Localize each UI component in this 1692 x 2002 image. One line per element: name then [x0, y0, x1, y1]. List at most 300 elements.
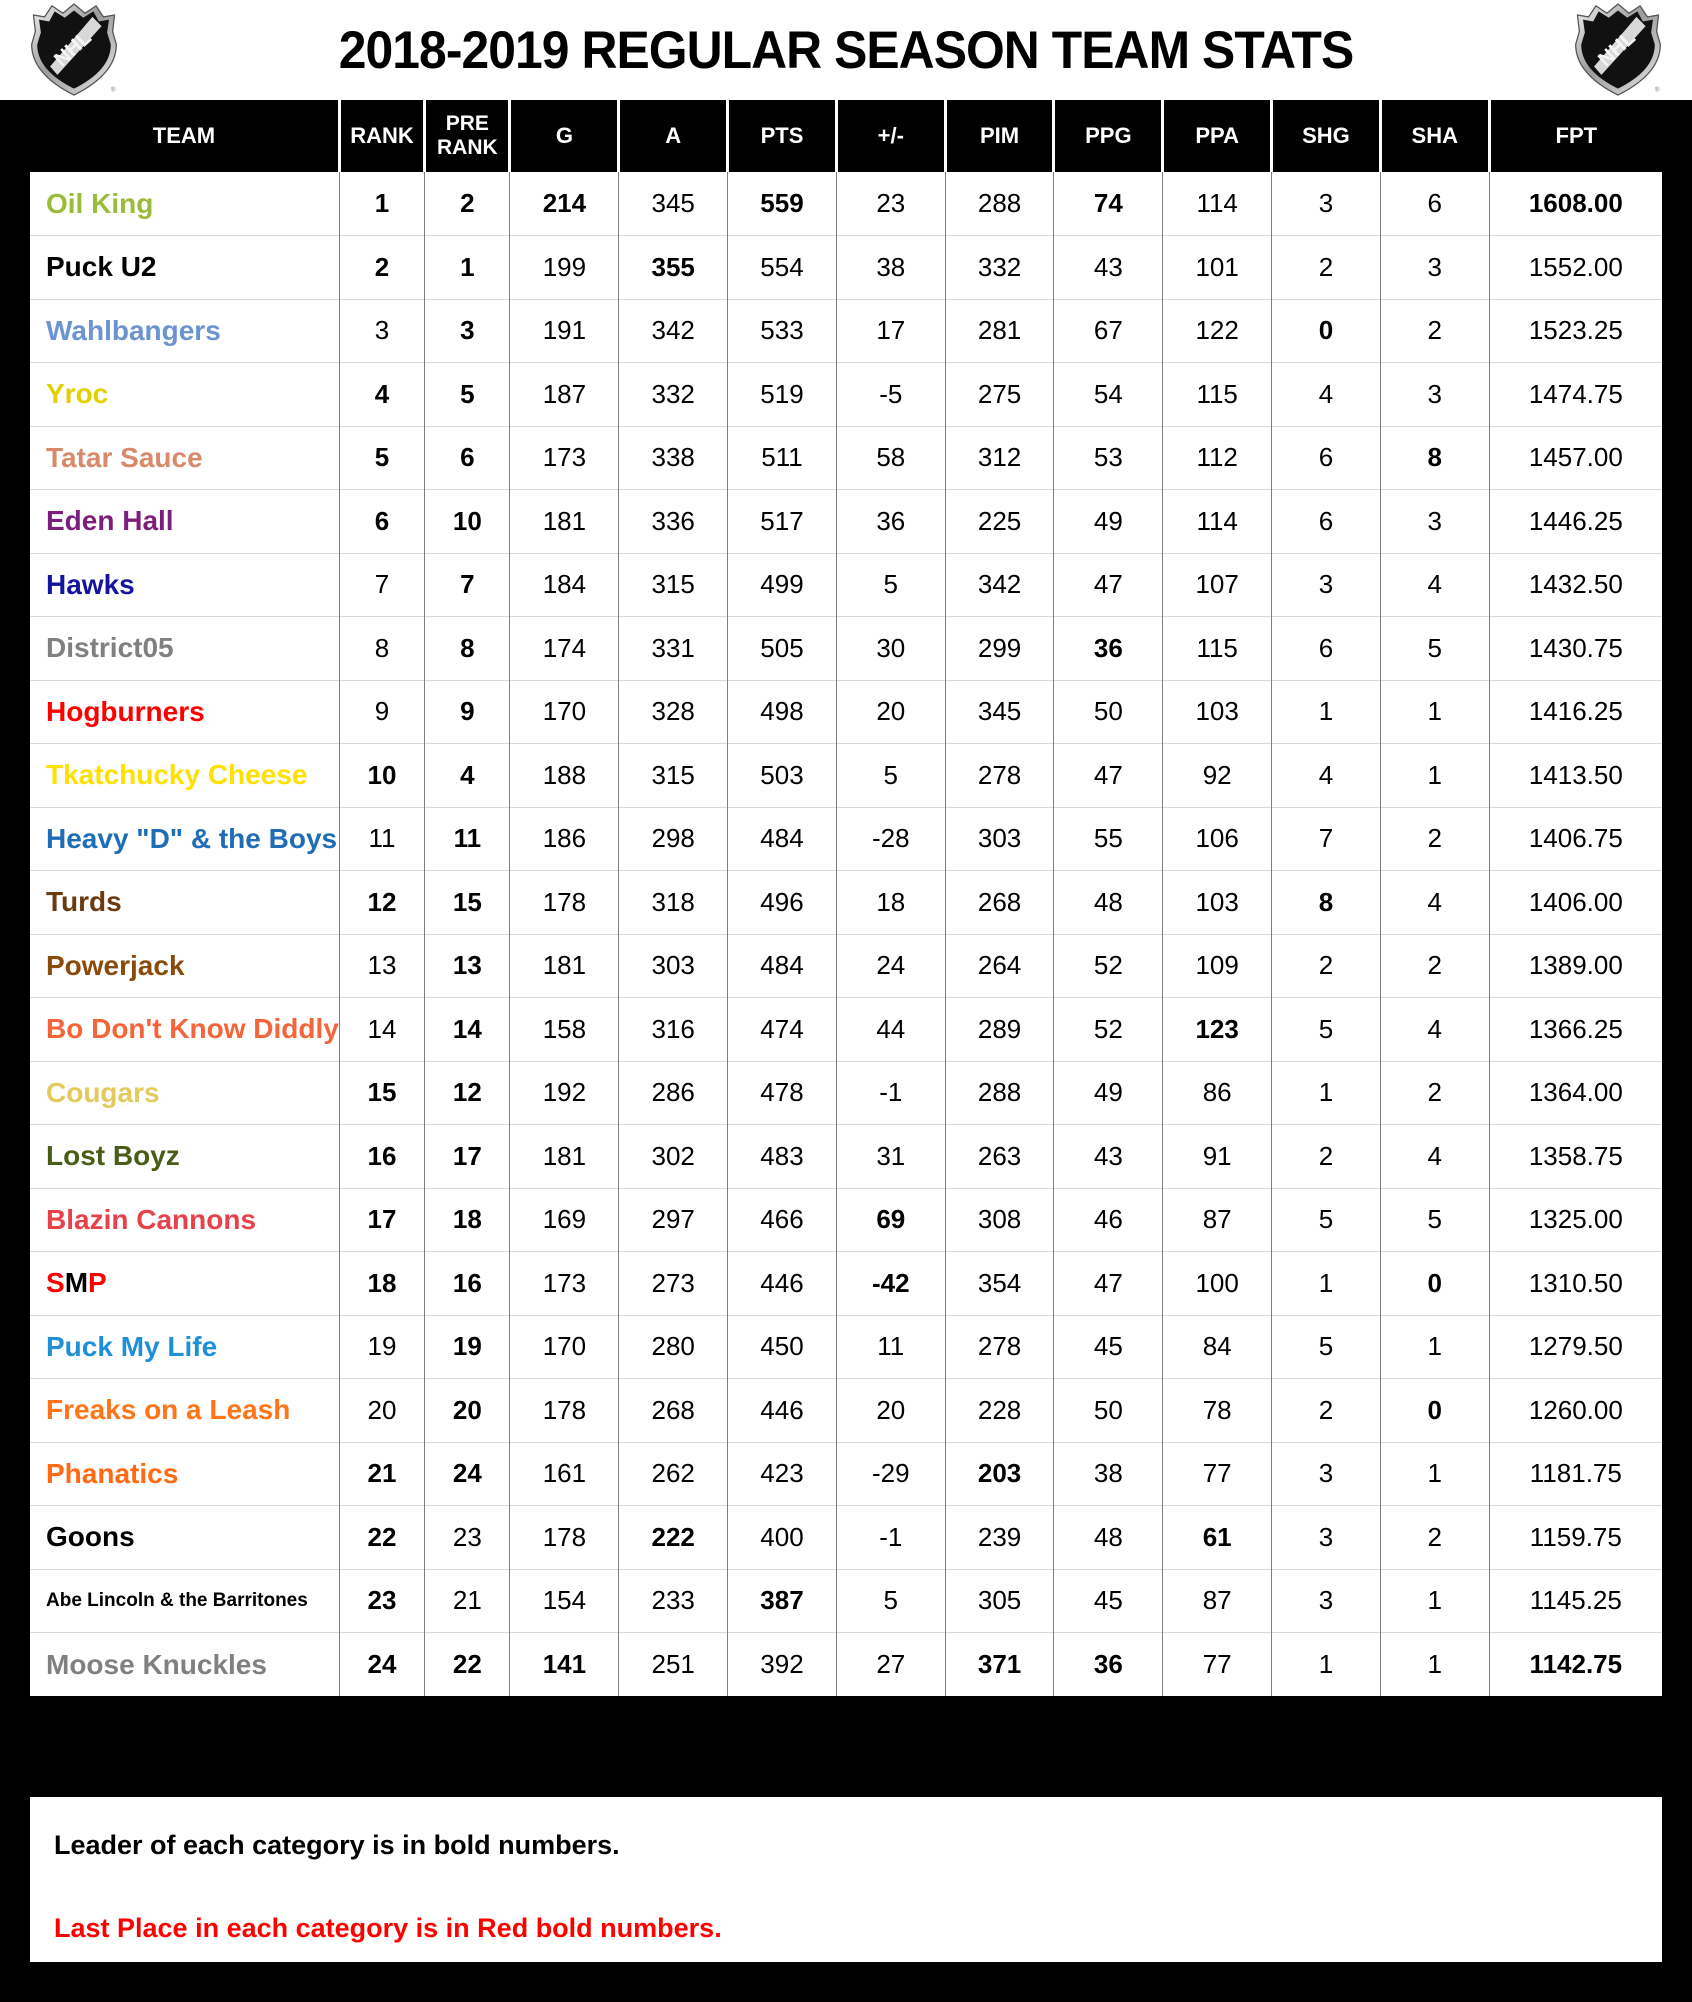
cell-shg: 3 [1272, 172, 1381, 236]
cell-plus-minus: 11 [836, 1315, 945, 1379]
cell-shg: 1 [1272, 1061, 1381, 1125]
cell-fpt: 1358.75 [1489, 1125, 1662, 1189]
cell-pre-rank: 12 [425, 1061, 510, 1125]
cell-pre-rank: 5 [425, 363, 510, 427]
table-row[interactable] [30, 1061, 1662, 1125]
cell-sha: 8 [1380, 426, 1489, 490]
team-name-cell: District05 [30, 617, 339, 681]
cell-g: 170 [510, 1315, 619, 1379]
cell-ppg: 47 [1054, 553, 1163, 617]
cell-pre-rank: 21 [425, 1569, 510, 1633]
cell-a: 222 [619, 1506, 728, 1570]
cell-ppg: 50 [1054, 1379, 1163, 1443]
cell-ppa: 92 [1163, 744, 1272, 808]
cell-pim: 312 [945, 426, 1054, 490]
cell-fpt: 1523.25 [1489, 299, 1662, 363]
cell-sha: 4 [1380, 871, 1489, 935]
team-stats-table [30, 100, 1662, 1696]
cell-fpt: 1279.50 [1489, 1315, 1662, 1379]
cell-ppg: 50 [1054, 680, 1163, 744]
cell-g: 199 [510, 236, 619, 300]
cell-sha: 2 [1380, 299, 1489, 363]
cell-pts: 450 [728, 1315, 837, 1379]
column-header-team[interactable]: TEAM [30, 100, 339, 172]
cell-pts: 423 [728, 1442, 837, 1506]
team-name-cell: Oil King [30, 172, 339, 236]
team-name-cell: Tatar Sauce [30, 426, 339, 490]
cell-g: 141 [510, 1633, 619, 1697]
cell-rank: 16 [339, 1125, 424, 1189]
cell-plus-minus: 58 [836, 426, 945, 490]
cell-a: 268 [619, 1379, 728, 1443]
cell-pim: 354 [945, 1252, 1054, 1316]
cell-plus-minus: -28 [836, 807, 945, 871]
cell-rank: 18 [339, 1252, 424, 1316]
cell-a: 297 [619, 1188, 728, 1252]
cell-ppa: 61 [1163, 1506, 1272, 1570]
cell-fpt: 1406.75 [1489, 807, 1662, 871]
cell-pts: 503 [728, 744, 837, 808]
cell-ppg: 45 [1054, 1315, 1163, 1379]
note-leader: Leader of each category is in bold numbers. [54, 1830, 620, 1860]
cell-ppa: 87 [1163, 1569, 1272, 1633]
team-name-cell: Puck U2 [30, 236, 339, 300]
team-name-cell: Lost Boyz [30, 1125, 339, 1189]
cell-ppa: 115 [1163, 363, 1272, 427]
page-title: 2018-2019 REGULAR SEASON TEAM STATS [338, 20, 1354, 80]
cell-ppa: 123 [1163, 998, 1272, 1062]
cell-ppg: 48 [1054, 871, 1163, 935]
cell-ppg: 47 [1054, 1252, 1163, 1316]
table-row[interactable] [30, 426, 1662, 490]
cell-rank: 8 [339, 617, 424, 681]
cell-g: 184 [510, 553, 619, 617]
cell-fpt: 1181.75 [1489, 1442, 1662, 1506]
cell-ppa: 84 [1163, 1315, 1272, 1379]
table-row[interactable] [30, 617, 1662, 681]
cell-pts: 499 [728, 553, 837, 617]
cell-pre-rank: 13 [425, 934, 510, 998]
cell-plus-minus: 24 [836, 934, 945, 998]
cell-fpt: 1413.50 [1489, 744, 1662, 808]
cell-fpt: 1310.50 [1489, 1252, 1662, 1316]
cell-pre-rank: 20 [425, 1379, 510, 1443]
cell-fpt: 1364.00 [1489, 1061, 1662, 1125]
cell-pre-rank: 15 [425, 871, 510, 935]
svg-text:NHL: NHL [1594, 26, 1640, 72]
cell-plus-minus: 27 [836, 1633, 945, 1697]
team-name-cell: Puck My Life [30, 1315, 339, 1379]
cell-g: 173 [510, 426, 619, 490]
cell-pim: 278 [945, 744, 1054, 808]
cell-pts: 474 [728, 998, 837, 1062]
cell-pim: 225 [945, 490, 1054, 554]
cell-rank: 24 [339, 1633, 424, 1697]
cell-pts: 505 [728, 617, 837, 681]
cell-ppg: 47 [1054, 744, 1163, 808]
cell-a: 355 [619, 236, 728, 300]
cell-pim: 278 [945, 1315, 1054, 1379]
cell-ppa: 122 [1163, 299, 1272, 363]
cell-sha: 2 [1380, 1506, 1489, 1570]
cell-sha: 1 [1380, 680, 1489, 744]
team-name-cell: Cougars [30, 1061, 339, 1125]
cell-ppa: 115 [1163, 617, 1272, 681]
column-header-fpt[interactable]: FPT [1489, 100, 1662, 172]
cell-pre-rank: 18 [425, 1188, 510, 1252]
cell-a: 318 [619, 871, 728, 935]
cell-ppa: 101 [1163, 236, 1272, 300]
column-header-rank[interactable]: RANK [339, 100, 424, 172]
cell-shg: 5 [1272, 1315, 1381, 1379]
table-row[interactable] [30, 553, 1662, 617]
cell-plus-minus: 44 [836, 998, 945, 1062]
cell-plus-minus: 69 [836, 1188, 945, 1252]
cell-fpt: 1430.75 [1489, 617, 1662, 681]
cell-pim: 299 [945, 617, 1054, 681]
cell-pts: 466 [728, 1188, 837, 1252]
cell-g: 188 [510, 744, 619, 808]
pre-rank-line2: RANK [436, 136, 498, 159]
cell-g: 178 [510, 1506, 619, 1570]
cell-plus-minus: -1 [836, 1061, 945, 1125]
cell-rank: 13 [339, 934, 424, 998]
table-body [30, 172, 1662, 1696]
cell-pts: 496 [728, 871, 837, 935]
cell-ppa: 114 [1163, 172, 1272, 236]
table-row[interactable] [30, 1506, 1662, 1570]
cell-pim: 303 [945, 807, 1054, 871]
cell-fpt: 1457.00 [1489, 426, 1662, 490]
table-row[interactable] [30, 490, 1662, 554]
cell-rank: 22 [339, 1506, 424, 1570]
cell-pim: 342 [945, 553, 1054, 617]
team-name-cell: Blazin Cannons [30, 1188, 339, 1252]
cell-pre-rank: 24 [425, 1442, 510, 1506]
cell-ppa: 114 [1163, 490, 1272, 554]
cell-shg: 4 [1272, 744, 1381, 808]
team-name-cell: Abe Lincoln & the Barritones [30, 1569, 339, 1633]
cell-a: 342 [619, 299, 728, 363]
column-header-pim[interactable]: PIM [945, 100, 1054, 172]
cell-shg: 3 [1272, 1506, 1381, 1570]
cell-ppg: 53 [1054, 426, 1163, 490]
cell-ppg: 43 [1054, 1125, 1163, 1189]
cell-pre-rank: 14 [425, 998, 510, 1062]
cell-rank: 17 [339, 1188, 424, 1252]
cell-rank: 14 [339, 998, 424, 1062]
cell-shg: 2 [1272, 1379, 1381, 1443]
cell-g: 181 [510, 490, 619, 554]
cell-pts: 559 [728, 172, 837, 236]
column-header-a[interactable]: A [619, 100, 728, 172]
cell-shg: 5 [1272, 1188, 1381, 1252]
cell-g: 158 [510, 998, 619, 1062]
column-header-ppa[interactable]: PPA [1163, 100, 1272, 172]
cell-pts: 498 [728, 680, 837, 744]
cell-pts: 387 [728, 1569, 837, 1633]
cell-sha: 0 [1380, 1379, 1489, 1443]
cell-pre-rank: 22 [425, 1633, 510, 1697]
cell-rank: 5 [339, 426, 424, 490]
cell-plus-minus: -5 [836, 363, 945, 427]
table-header-row [30, 100, 1662, 172]
cell-pts: 446 [728, 1379, 837, 1443]
cell-ppa: 100 [1163, 1252, 1272, 1316]
cell-ppa: 103 [1163, 680, 1272, 744]
cell-a: 280 [619, 1315, 728, 1379]
cell-pim: 268 [945, 871, 1054, 935]
cell-plus-minus: -29 [836, 1442, 945, 1506]
cell-shg: 2 [1272, 1125, 1381, 1189]
cell-a: 298 [619, 807, 728, 871]
cell-shg: 8 [1272, 871, 1381, 935]
cell-pim: 263 [945, 1125, 1054, 1189]
cell-a: 328 [619, 680, 728, 744]
cell-a: 286 [619, 1061, 728, 1125]
table-row[interactable] [30, 1315, 1662, 1379]
cell-pre-rank: 23 [425, 1506, 510, 1570]
column-header-pre-rank[interactable] [425, 100, 510, 172]
cell-rank: 15 [339, 1061, 424, 1125]
cell-g: 181 [510, 1125, 619, 1189]
cell-ppa: 87 [1163, 1188, 1272, 1252]
cell-pre-rank: 4 [425, 744, 510, 808]
cell-shg: 5 [1272, 998, 1381, 1062]
cell-a: 338 [619, 426, 728, 490]
cell-ppg: 49 [1054, 1061, 1163, 1125]
cell-fpt: 1432.50 [1489, 553, 1662, 617]
cell-rank: 10 [339, 744, 424, 808]
cell-ppg: 49 [1054, 490, 1163, 554]
cell-sha: 0 [1380, 1252, 1489, 1316]
cell-rank: 4 [339, 363, 424, 427]
legend-notes [30, 1797, 1662, 1962]
cell-rank: 1 [339, 172, 424, 236]
cell-rank: 7 [339, 553, 424, 617]
table-row[interactable] [30, 363, 1662, 427]
column-header-pts[interactable]: PTS [728, 100, 837, 172]
cell-ppa: 86 [1163, 1061, 1272, 1125]
cell-a: 233 [619, 1569, 728, 1633]
table-row[interactable] [30, 744, 1662, 808]
cell-pim: 332 [945, 236, 1054, 300]
cell-plus-minus: 5 [836, 553, 945, 617]
cell-pts: 446 [728, 1252, 837, 1316]
cell-g: 178 [510, 1379, 619, 1443]
cell-ppg: 43 [1054, 236, 1163, 300]
cell-g: 192 [510, 1061, 619, 1125]
cell-shg: 0 [1272, 299, 1381, 363]
table-row[interactable] [30, 807, 1662, 871]
cell-g: 173 [510, 1252, 619, 1316]
pre-rank-line1: PRE [445, 111, 489, 135]
cell-fpt: 1145.25 [1489, 1569, 1662, 1633]
cell-pts: 392 [728, 1633, 837, 1697]
cell-shg: 3 [1272, 553, 1381, 617]
cell-a: 332 [619, 363, 728, 427]
cell-sha: 6 [1380, 172, 1489, 236]
cell-sha: 1 [1380, 744, 1489, 808]
cell-pts: 483 [728, 1125, 837, 1189]
cell-ppg: 52 [1054, 998, 1163, 1062]
table-row[interactable] [30, 236, 1662, 300]
table-row[interactable] [30, 1125, 1662, 1189]
cell-ppa: 106 [1163, 807, 1272, 871]
cell-ppg: 55 [1054, 807, 1163, 871]
cell-rank: 12 [339, 871, 424, 935]
cell-g: 181 [510, 934, 619, 998]
cell-plus-minus: 18 [836, 871, 945, 935]
cell-sha: 1 [1380, 1569, 1489, 1633]
cell-ppg: 74 [1054, 172, 1163, 236]
cell-g: 169 [510, 1188, 619, 1252]
cell-pre-rank: 10 [425, 490, 510, 554]
cell-a: 315 [619, 553, 728, 617]
cell-plus-minus: 5 [836, 744, 945, 808]
cell-pts: 400 [728, 1506, 837, 1570]
column-header-g[interactable]: G [510, 100, 619, 172]
cell-pre-rank: 8 [425, 617, 510, 681]
column-header-shg[interactable]: SHG [1272, 100, 1381, 172]
cell-pre-rank: 9 [425, 680, 510, 744]
cell-pim: 288 [945, 1061, 1054, 1125]
svg-text:®: ® [110, 86, 116, 94]
cell-ppa: 78 [1163, 1379, 1272, 1443]
cell-pts: 533 [728, 299, 837, 363]
team-name-cell: Yroc [30, 363, 339, 427]
cell-a: 273 [619, 1252, 728, 1316]
cell-g: 178 [510, 871, 619, 935]
cell-plus-minus: -42 [836, 1252, 945, 1316]
cell-sha: 1 [1380, 1315, 1489, 1379]
column-header-plus-minus[interactable]: +/- [836, 100, 945, 172]
cell-shg: 1 [1272, 1633, 1381, 1697]
cell-sha: 4 [1380, 553, 1489, 617]
cell-pts: 484 [728, 807, 837, 871]
cell-a: 345 [619, 172, 728, 236]
cell-g: 161 [510, 1442, 619, 1506]
cell-fpt: 1552.00 [1489, 236, 1662, 300]
svg-text:NHL: NHL [50, 26, 96, 72]
cell-rank: 20 [339, 1379, 424, 1443]
table-row[interactable] [30, 1188, 1662, 1252]
cell-shg: 3 [1272, 1442, 1381, 1506]
cell-pre-rank: 3 [425, 299, 510, 363]
cell-sha: 3 [1380, 236, 1489, 300]
cell-sha: 5 [1380, 1188, 1489, 1252]
cell-ppg: 54 [1054, 363, 1163, 427]
cell-pre-rank: 2 [425, 172, 510, 236]
cell-pim: 305 [945, 1569, 1054, 1633]
table-row[interactable] [30, 934, 1662, 998]
cell-ppa: 77 [1163, 1633, 1272, 1697]
cell-pim: 308 [945, 1188, 1054, 1252]
cell-ppa: 109 [1163, 934, 1272, 998]
cell-sha: 4 [1380, 998, 1489, 1062]
cell-ppa: 77 [1163, 1442, 1272, 1506]
team-name-cell: Moose Knuckles [30, 1633, 339, 1697]
page-header [0, 0, 1692, 100]
team-name-cell: Phanatics [30, 1442, 339, 1506]
cell-g: 170 [510, 680, 619, 744]
nhl-shield-logo-left [28, 2, 120, 98]
cell-ppa: 103 [1163, 871, 1272, 935]
cell-pim: 203 [945, 1442, 1054, 1506]
table-row[interactable] [30, 299, 1662, 363]
cell-ppg: 36 [1054, 1633, 1163, 1697]
cell-a: 315 [619, 744, 728, 808]
cell-pim: 281 [945, 299, 1054, 363]
cell-pts: 484 [728, 934, 837, 998]
table-row[interactable] [30, 1442, 1662, 1506]
cell-shg: 6 [1272, 617, 1381, 681]
cell-pre-rank: 6 [425, 426, 510, 490]
column-header-sha[interactable]: SHA [1380, 100, 1489, 172]
cell-pim: 288 [945, 172, 1054, 236]
cell-a: 336 [619, 490, 728, 554]
cell-ppa: 91 [1163, 1125, 1272, 1189]
cell-rank: 21 [339, 1442, 424, 1506]
team-name-cell: Turds [30, 871, 339, 935]
cell-sha: 3 [1380, 363, 1489, 427]
cell-shg: 2 [1272, 236, 1381, 300]
cell-plus-minus: 20 [836, 680, 945, 744]
cell-plus-minus: 17 [836, 299, 945, 363]
table-row[interactable] [30, 1633, 1662, 1697]
cell-pre-rank: 1 [425, 236, 510, 300]
cell-plus-minus: 36 [836, 490, 945, 554]
cell-pts: 519 [728, 363, 837, 427]
cell-pim: 345 [945, 680, 1054, 744]
table-row[interactable] [30, 998, 1662, 1062]
table-row[interactable] [30, 1252, 1662, 1316]
cell-a: 303 [619, 934, 728, 998]
cell-pre-rank: 19 [425, 1315, 510, 1379]
cell-fpt: 1474.75 [1489, 363, 1662, 427]
table-row[interactable] [30, 871, 1662, 935]
cell-pts: 554 [728, 236, 837, 300]
cell-plus-minus: 31 [836, 1125, 945, 1189]
note-last-place: Last Place in each category is in Red bold numbers. [54, 1912, 722, 1943]
cell-a: 331 [619, 617, 728, 681]
column-header-ppg[interactable]: PPG [1054, 100, 1163, 172]
cell-pim: 228 [945, 1379, 1054, 1443]
table-row[interactable] [30, 172, 1662, 236]
cell-g: 174 [510, 617, 619, 681]
cell-pim: 289 [945, 998, 1054, 1062]
cell-pim: 275 [945, 363, 1054, 427]
cell-ppg: 38 [1054, 1442, 1163, 1506]
table-row[interactable] [30, 1569, 1662, 1633]
team-name-cell: Powerjack [30, 934, 339, 998]
cell-a: 316 [619, 998, 728, 1062]
cell-ppa: 107 [1163, 553, 1272, 617]
cell-fpt: 1406.00 [1489, 871, 1662, 935]
cell-plus-minus: 5 [836, 1569, 945, 1633]
cell-pre-rank: 7 [425, 553, 510, 617]
cell-pre-rank: 17 [425, 1125, 510, 1189]
cell-shg: 1 [1272, 1252, 1381, 1316]
cell-ppg: 52 [1054, 934, 1163, 998]
cell-fpt: 1260.00 [1489, 1379, 1662, 1443]
cell-sha: 1 [1380, 1633, 1489, 1697]
cell-rank: 9 [339, 680, 424, 744]
table-row[interactable] [30, 1379, 1662, 1443]
cell-fpt: 1608.00 [1489, 172, 1662, 236]
table-row[interactable] [30, 680, 1662, 744]
cell-g: 191 [510, 299, 619, 363]
